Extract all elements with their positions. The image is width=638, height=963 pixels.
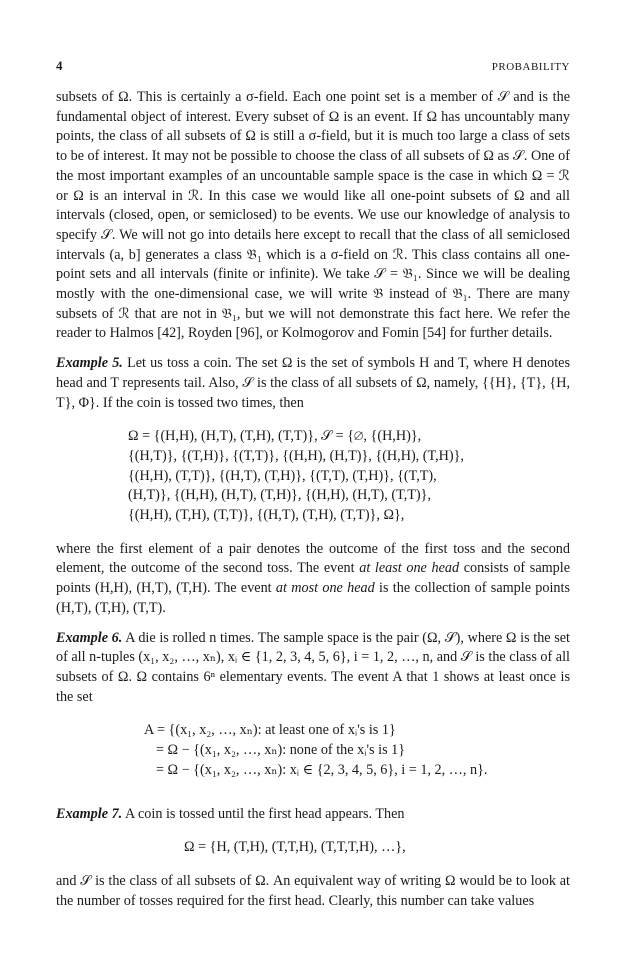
text-run: consists of sample points (H,H), (H,T), (T,H). The event	[56, 560, 570, 597]
display-line: = Ω − {(x₁, x₂, …, xₙ): xᵢ ∈ {2, 3, 4, 5, 6}, i = 1, 2, …, n}.	[156, 761, 488, 778]
example-7-explanation: and 𝒮 is the class of all subsets of Ω. An equivalent way of writing Ω would be to look at the number of tosses required for the first head. Clearly, this number can take values	[56, 872, 570, 909]
text-run: is the collection of sample points (H,T), (T,H), (T,T).	[56, 580, 570, 616]
display-line: A = {(x₁, x₂, …, xₙ): at least one of xᵢ's is 1}	[144, 722, 396, 739]
example-6-title: Example 6.	[56, 629, 123, 646]
emphasis-at-least-one-head: at least one head	[359, 560, 460, 577]
page-header	[56, 58, 570, 88]
display-line: Ω = {(H,H), (H,T), (T,H), (T,T)}, 𝒮 = {∅, {(H,H)},	[128, 428, 422, 445]
page-body	[56, 58, 570, 911]
example-5-text: Let us toss a coin. The set Ω is the set of symbols H and T, where H denotes head and T represents tail. Also, 𝒮 is the class of all subsets of Ω, namely, {{H}, {T}, {H, T}, Φ}. If the coin is tossed two times, then	[56, 355, 571, 411]
example-7-text: A coin is tossed until the first head appears. Then	[124, 805, 405, 822]
display-line: Ω = {H, (T,H), (T,T,H), (T,T,T,H), …},	[184, 839, 406, 856]
example-5-intro	[56, 354, 570, 413]
example-5-display	[56, 427, 570, 526]
example-7-intro	[56, 805, 570, 825]
example-7-display	[56, 838, 570, 858]
example-5-explanation	[56, 540, 570, 619]
display-line: {(H,T)}, {(T,H)}, {(T,T)}, {(H,H), (H,T)}, {(H,H), (T,H)},	[128, 447, 464, 464]
display-line: {(H,H), (T,T)}, {(H,T), (T,H)}, {(T,T), (T,H)}, {(T,T),	[128, 467, 437, 484]
example-6-text: A die is rolled n times. The sample space is the pair (Ω, 𝒮), where Ω is the set of all n-tuples (x₁, x₂, …, xₙ), xᵢ ∈ {1, 2, 3, 4, 5, 6}, i = 1, 2, …, n, and 𝒮 is the class of all subsets of Ω. Ω contains 6ⁿ elementary events. The event A that 1 shows at least once is the set	[56, 629, 571, 705]
example-6-display	[56, 721, 570, 780]
running-title: PROBABILITY	[491, 61, 570, 73]
emphasis-at-most-one-head: at most one head	[275, 580, 375, 597]
example-5-title: Example 5.	[56, 355, 123, 372]
text-run: where the first element of a pair denotes the outcome of the first toss and the second element, the outcome of the second toss. The event	[56, 540, 570, 577]
display-line: (H,T)}, {(H,H), (H,T), (T,H)}, {(H,H), (H,T), (T,T)},	[128, 487, 431, 504]
example-7-title: Example 7.	[56, 805, 123, 822]
display-line: = Ω − {(x₁, x₂, …, xₙ): none of the xᵢ's is 1}	[156, 742, 406, 759]
example-6-intro	[56, 629, 570, 708]
paragraph-sigma-field: subsets of Ω. This is certainly a σ-field. Each one point set is a member of 𝒮 and is the fundamental object of interest. Every subset of Ω is an event. If Ω has uncountably many points, the class of all subsets of Ω is still a σ-field, but it is much too large a class of sets to be of interest. It may not be possible to choose the class of all subsets of Ω as 𝒮. One of the most important examples of an uncountable sample space is the case in which Ω = ℛ or Ω is an interval in ℛ. In this case we would like all one-point subsets of Ω and all intervals (closed, open, or semiclosed) to be events. We use our knowledge of analysis to specify 𝒮. We will not go into details here except to recall that the class of all semiclosed intervals (a, b] generates a class 𝔅₁ which is a σ-field on ℛ. This class contains all one-point sets and all intervals (finite or infinite). We take 𝒮 = 𝔅₁. Since we will be dealing mostly with the one-dimensional case, we will write 𝔅 instead of 𝔅₁. There are many subsets of ℛ that are not in 𝔅₁, but we will not demonstrate this fact here. We refer the reader to Halmos [42], Royden [96], or Kolmogorov and Fomin [54] for further details.	[56, 89, 570, 342]
page-number: 4	[56, 58, 63, 73]
display-line: {(H,H), (T,H), (T,T)}, {(H,T), (T,H), (T,T)}, Ω},	[128, 507, 405, 524]
